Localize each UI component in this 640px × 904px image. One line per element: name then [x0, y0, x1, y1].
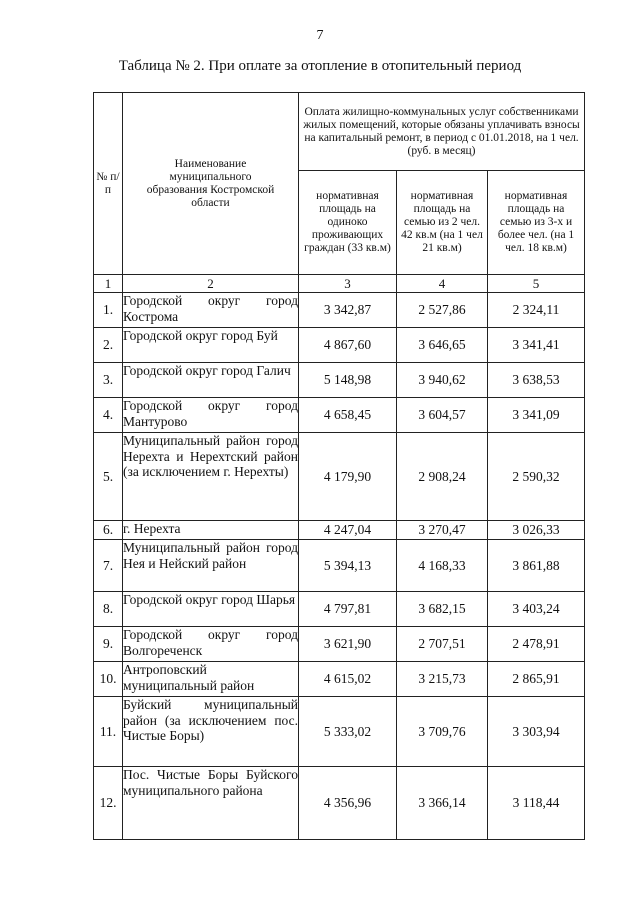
- value-single: 4 797,81: [299, 592, 397, 627]
- column-number: 2: [123, 275, 299, 293]
- row-number: 3.: [94, 363, 123, 398]
- value-family-two: 3 270,47: [397, 521, 488, 540]
- value-family-three-plus: 3 341,41: [488, 328, 585, 363]
- value-family-two: 2 908,24: [397, 433, 488, 521]
- value-family-two: 3 682,15: [397, 592, 488, 627]
- value-family-three-plus: 2 324,11: [488, 293, 585, 328]
- municipality-name: Пос. Чистые Боры Буйского муниципального района: [123, 767, 299, 840]
- value-single: 4 658,45: [299, 398, 397, 433]
- value-single: 4 247,04: [299, 521, 397, 540]
- table-row: [94, 363, 585, 398]
- value-family-two: 3 215,73: [397, 662, 488, 697]
- value-family-three-plus: 3 026,33: [488, 521, 585, 540]
- table-row: [94, 592, 585, 627]
- column-number: 5: [488, 275, 585, 293]
- table-row: [94, 540, 585, 592]
- value-family-two: 3 709,76: [397, 697, 488, 767]
- row-number: 1.: [94, 293, 123, 328]
- header-family-two: нормативная площадь на семью из 2 чел. 42 кв.м (на 1 чел 21 кв.м): [397, 171, 488, 275]
- table-row: [94, 662, 585, 697]
- column-number: 1: [94, 275, 123, 293]
- value-family-three-plus: 2 478,91: [488, 627, 585, 662]
- row-number: 7.: [94, 540, 123, 592]
- value-family-three-plus: 3 403,24: [488, 592, 585, 627]
- page-number: 7: [316, 28, 324, 43]
- value-single: 4 356,96: [299, 767, 397, 840]
- row-number: 6.: [94, 521, 123, 540]
- value-family-three-plus: 3 638,53: [488, 363, 585, 398]
- municipality-name: Городской округ город Мантурово: [123, 398, 299, 433]
- value-single: 4 615,02: [299, 662, 397, 697]
- table-row: [94, 697, 585, 767]
- column-number-row: [94, 275, 585, 293]
- row-number: 10.: [94, 662, 123, 697]
- value-family-two: 3 366,14: [397, 767, 488, 840]
- header-municipality: Наименование муниципального образования Костромской области: [123, 93, 299, 275]
- value-family-two: 2 707,51: [397, 627, 488, 662]
- row-number: 11.: [94, 697, 123, 767]
- row-number: 5.: [94, 433, 123, 521]
- row-number: 12.: [94, 767, 123, 840]
- value-family-two: 4 168,33: [397, 540, 488, 592]
- municipality-name: Городской округ город Кострома: [123, 293, 299, 328]
- value-family-two: 3 646,65: [397, 328, 488, 363]
- municipality-name: г. Нерехта: [123, 521, 299, 540]
- table-title: Таблица № 2. При оплате за отопление в отопительный период: [118, 58, 522, 74]
- municipality-name: Городской округ город Волгореченск: [123, 627, 299, 662]
- value-single: 5 333,02: [299, 697, 397, 767]
- table-row: [94, 627, 585, 662]
- table-row: [94, 521, 585, 540]
- value-family-three-plus: 3 341,09: [488, 398, 585, 433]
- municipality-name: Городской округ город Шарья: [123, 592, 299, 627]
- value-family-two: 3 604,57: [397, 398, 488, 433]
- row-number: 9.: [94, 627, 123, 662]
- table-body: [94, 293, 585, 840]
- value-single: 4 179,90: [299, 433, 397, 521]
- value-family-three-plus: 3 303,94: [488, 697, 585, 767]
- value-family-three-plus: 2 590,32: [488, 433, 585, 521]
- value-family-three-plus: 2 865,91: [488, 662, 585, 697]
- value-single: 3 342,87: [299, 293, 397, 328]
- value-family-two: 3 940,62: [397, 363, 488, 398]
- table-row: [94, 767, 585, 840]
- header-family-three-plus: нормативная площадь на семью из 3-х и более чел. (на 1 чел. 18 кв.м): [488, 171, 585, 275]
- table-row: [94, 328, 585, 363]
- municipality-name: Городской округ город Галич: [123, 363, 299, 398]
- row-number: 2.: [94, 328, 123, 363]
- municipality-name: Муниципальный район город Нерехта и Нерехтский район (за исключением г. Нерехты): [123, 433, 299, 521]
- value-single: 4 867,60: [299, 328, 397, 363]
- value-single: 5 394,13: [299, 540, 397, 592]
- value-family-two: 2 527,86: [397, 293, 488, 328]
- row-number: 8.: [94, 592, 123, 627]
- value-single: 5 148,98: [299, 363, 397, 398]
- header-single-resident: нормативная площадь на одиноко проживающих граждан (33 кв.м): [299, 171, 397, 275]
- column-number: 3: [299, 275, 397, 293]
- table-header: [94, 93, 585, 293]
- municipality-name: Городской округ город Буй: [123, 328, 299, 363]
- table-row: [94, 433, 585, 521]
- table-row: [94, 398, 585, 433]
- column-number: 4: [397, 275, 488, 293]
- value-family-three-plus: 3 118,44: [488, 767, 585, 840]
- municipality-name: Антроповский муниципальный район: [123, 662, 299, 697]
- value-family-three-plus: 3 861,88: [488, 540, 585, 592]
- row-number: 4.: [94, 398, 123, 433]
- header-payment-group: Оплата жилищно-коммунальных услуг собственниками жилых помещений, которые обязаны уплачивать взносы на капитальный ремонт, в период с 01.01.2018, на 1 чел. (руб. в месяц): [299, 93, 585, 171]
- data-table: [93, 92, 585, 840]
- header-number: № п/п: [94, 93, 123, 275]
- municipality-name: Буйский муниципальный район (за исключением пос. Чистые Боры): [123, 697, 299, 767]
- table-row: [94, 293, 585, 328]
- municipality-name: Муниципальный район город Нея и Нейский район: [123, 540, 299, 592]
- value-single: 3 621,90: [299, 627, 397, 662]
